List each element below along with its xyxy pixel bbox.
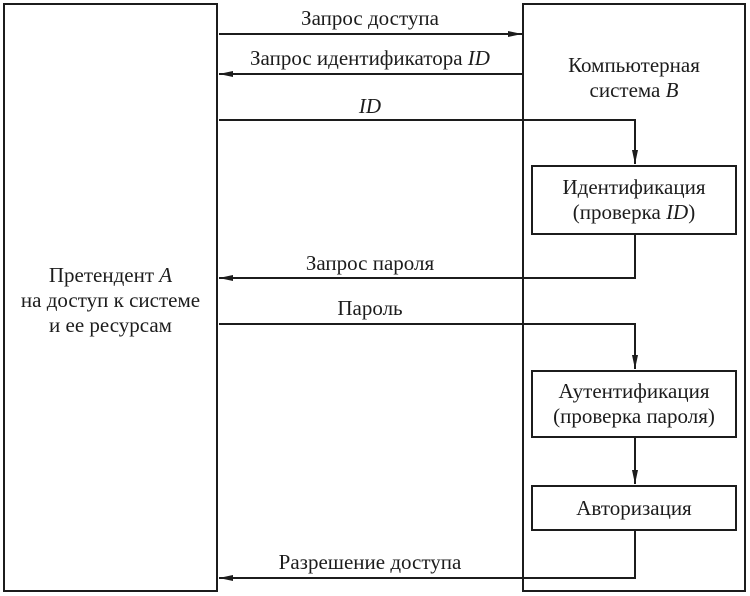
message-password-request: Запрос пароля	[305, 251, 435, 275]
system-var: B	[665, 78, 679, 102]
authentication-line2: (проверка пароля)	[553, 404, 715, 428]
system-label-line1: Компьютерная	[568, 53, 700, 77]
authentication-line1: Аутентификация	[558, 379, 710, 403]
identification-line2-text: (проверка	[572, 200, 661, 224]
authentication-box	[531, 370, 737, 438]
claimant-label-line2: на доступ к системе	[20, 288, 201, 312]
message-id-request-var: ID	[467, 46, 490, 70]
claimant-var: A	[159, 263, 173, 287]
message-password: Пароль	[337, 296, 403, 320]
message-id-request	[219, 47, 521, 69]
system-name: система	[589, 78, 661, 102]
identification-box	[531, 165, 737, 235]
identification-line2-var: ID	[666, 200, 689, 224]
system-label-line2	[524, 78, 744, 103]
computer-system-label	[524, 53, 744, 103]
authorization-box	[531, 485, 737, 531]
identification-line1: Идентификация	[562, 175, 706, 199]
identification-line2-close: )	[688, 200, 696, 224]
identification-line2	[573, 200, 695, 225]
message-access-request: Запрос доступа	[301, 6, 439, 30]
claimant-name: Претендент	[48, 263, 155, 287]
message-id: ID	[358, 94, 382, 118]
claimant-label-line1	[5, 263, 216, 288]
claimant-box	[3, 3, 218, 592]
claimant-label	[5, 263, 216, 338]
claimant-label-line3: и ее ресурсам	[49, 313, 172, 337]
authorization-label: Авторизация	[576, 495, 692, 520]
message-id-request-text: Запрос идентификатора	[250, 46, 463, 70]
message-access-grant: Разрешение доступа	[278, 550, 462, 574]
